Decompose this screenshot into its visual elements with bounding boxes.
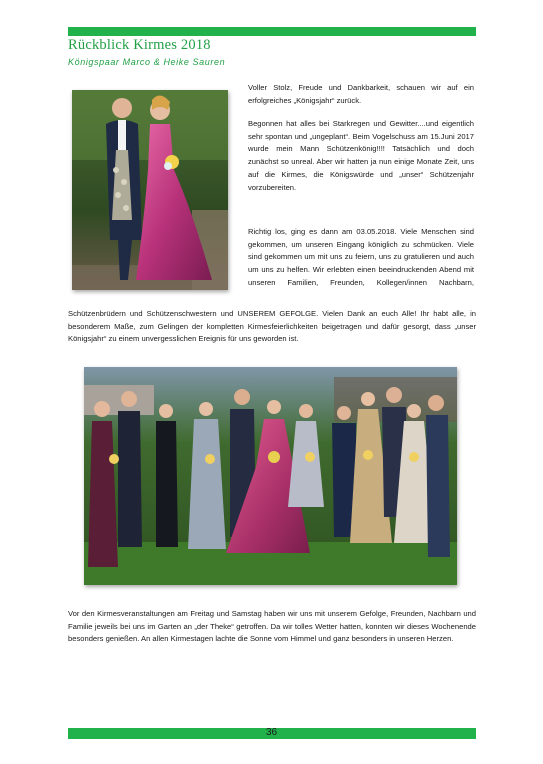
header-bar (68, 27, 476, 36)
paragraph-beginning: Begonnen hat alles bei Starkregen und Gewitter....und eigentlich sehr spontan und „ungeplant“. Beim Vogelschuss am 15.Juni 2017 wurde mein Mann Schützenkönig!!!! Tatsächlich und doch zunächst so unreal. Aber wir hatten ja nun einige Monate Zeit, uns auf die Kirmes, die Königswürde und „unser“ Schützenjahr vorzubereiten. (248, 119, 474, 192)
paragraph-celebration: Richtig los, ging es dann am 03.05.2018. Viele Menschen sind gekommen, um unseren Eingang königlich zu schmücken. Viele sind gekommen um mit uns zu feiern, uns zu gratulieren und auch um uns zu helfen. Wir erlebten einen beeindruckenden Abend mit unseren Familien, Freunden, Kollegen/innen Nachbarn, (248, 227, 474, 287)
paragraph-garden: Vor den Kirmesveranstaltungen am Freitag und Samstag haben wir uns mit unserem Gefolge, Freunden, Nachbarn und Familie jeweils bei uns im Garten an „der Theke“ getroffen. Da wir tolles Wetter hatten, konnten wir dieses Wochenende besonders genießen. An allen Kirmestagen lachte die Sonne vom Himmel und ganz besonders in unseren Herzen. (68, 609, 476, 644)
page-title: Rückblick Kirmes 2018 (68, 37, 211, 53)
group-photo (84, 367, 457, 585)
paragraph-intro: Voller Stolz, Freude und Dankbarkeit, schauen wir auf ein erfolgreiches „Königsjahr“ zurück. (248, 83, 474, 105)
page-subtitle: Königspaar Marco & Heike Sauren (68, 57, 226, 67)
royal-couple-photo (72, 90, 228, 290)
paragraph-thanks: Schützenbrüdern und Schützenschwestern und UNSEREM GEFOLGE. Vielen Dank an euch Alle! Ihr habt alle, in besonderem Maße, zum Gelingen der kompletten Kirmesfeierlichkeiten beigetragen und dafür gesorgt, dass „unser Königsjahr“ zu einem unvergesslichen Ereignis für uns geworden ist. (68, 309, 476, 344)
page-number: 36 (265, 727, 278, 738)
